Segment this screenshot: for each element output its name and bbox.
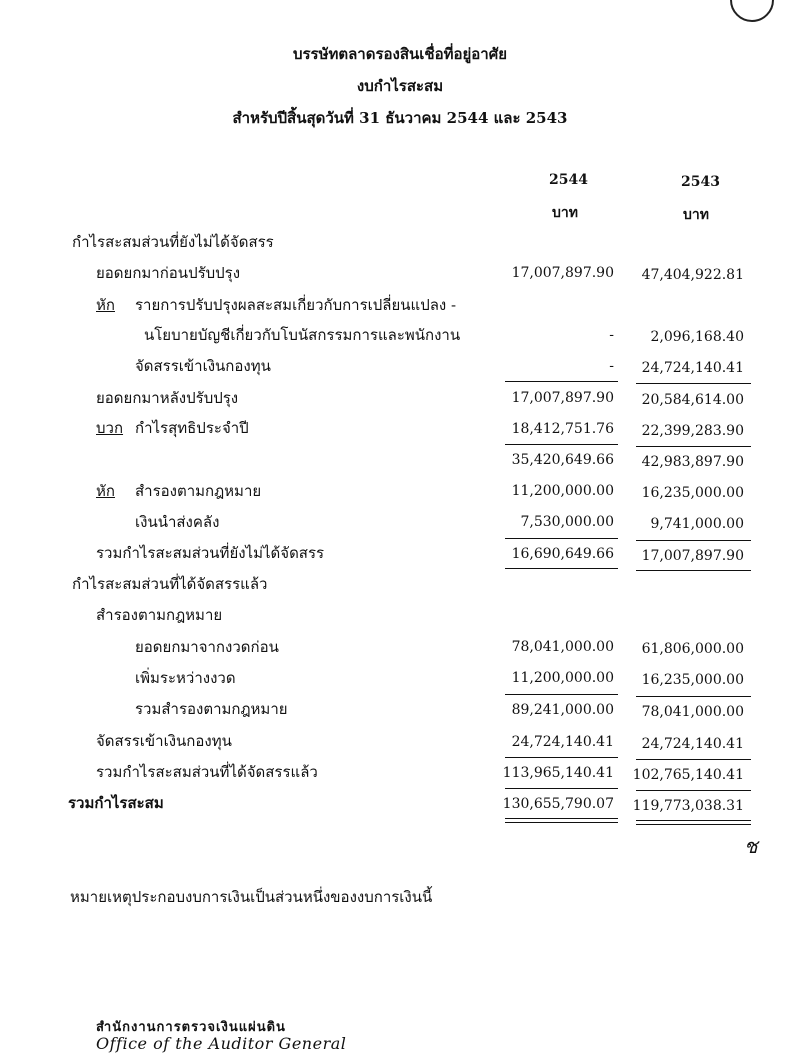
adjusted-label: ยอดยกมาหลังปรับปรุง xyxy=(96,389,239,407)
appropriated-heading: กำไรสะสมส่วนที่ได้จัดสรรแล้ว xyxy=(72,575,268,593)
total-rule-2543 xyxy=(636,790,751,791)
double-rule-top-2543 xyxy=(636,820,751,821)
add-label: บวก xyxy=(96,419,124,437)
fund-allocation-label: จัดสรรเข้าเงินกองทุน xyxy=(135,357,271,375)
appropriated-total-2543: 102,765,140.41 xyxy=(632,767,744,783)
subtotal-rule-2543 xyxy=(636,383,751,384)
double-rule-bottom-2543 xyxy=(636,824,751,825)
subtotal-2543: 42,983,897.90 xyxy=(641,454,744,470)
appropriated-fund-2543: 24,724,140.41 xyxy=(641,736,744,752)
unappropriated-total-label: รวมกำไรสะสมส่วนที่ยังไม่ได้จัดสรร xyxy=(96,544,325,562)
remittance-2544: 7,530,000.00 xyxy=(520,514,614,530)
beginning-2543: 47,404,922.81 xyxy=(641,267,744,283)
grand-total-2544: 130,655,790.07 xyxy=(502,796,614,812)
double-rule-top-2544 xyxy=(505,818,618,819)
subtotal-rule-2544 xyxy=(505,538,618,539)
statement-title: งบกำไรสะสม xyxy=(356,77,444,95)
appropriated-total-2544: 113,965,140.41 xyxy=(502,765,614,781)
remittance-2543: 9,741,000.00 xyxy=(650,516,744,532)
unappropriated-total-2543: 17,007,897.90 xyxy=(641,548,744,564)
subtotal-rule-2543 xyxy=(636,446,751,447)
subtotal-2544: 35,420,649.66 xyxy=(511,452,614,468)
adjustment-2543: 2,096,168.40 xyxy=(650,329,744,345)
column-header-2543: 2543 xyxy=(681,174,720,190)
less-label-2: หัก xyxy=(96,482,115,500)
appropriated-fund-2544: 24,724,140.41 xyxy=(511,734,614,750)
subtotal-rule-2544 xyxy=(505,694,618,695)
net-profit-label: กำไรสุทธิประจำปี xyxy=(135,419,249,437)
net-profit-2543: 22,399,283.90 xyxy=(641,423,744,439)
brought-forward-label: ยอดยกมาจากงวดก่อน xyxy=(135,638,279,656)
appropriated-total-label: รวมกำไรสะสมส่วนที่ได้จัดสรรแล้ว xyxy=(96,763,318,781)
brought-forward-2544: 78,041,000.00 xyxy=(511,639,614,655)
unit-label-2544: บาท xyxy=(552,205,578,221)
beginning-label: ยอดยกมาก่อนปรับปรุง xyxy=(96,264,241,282)
adjusted-2543: 20,584,614.00 xyxy=(641,392,744,408)
increase-label: เพิ่มระหว่างงวด xyxy=(135,669,236,687)
adjusted-2544: 17,007,897.90 xyxy=(511,390,614,406)
legal-reserve-2544: 11,200,000.00 xyxy=(511,483,614,499)
subtotal-rule-2544 xyxy=(505,757,618,758)
subtotal-rule-2543 xyxy=(636,759,751,760)
total-rule-2543 xyxy=(636,570,751,571)
office-name-thai: สำนักงานการตรวจเงินแผ่นดิน xyxy=(96,1020,286,1035)
increase-2544: 11,200,000.00 xyxy=(511,670,614,686)
fund-allocation-2543: 24,724,140.41 xyxy=(641,360,744,376)
appropriated-fund-label: จัดสรรเข้าเงินกองทุน xyxy=(96,732,232,750)
legal-reserve-label: สำรองตามกฎหมาย xyxy=(135,482,262,500)
unappropriated-heading: กำไรสะสมส่วนที่ยังไม่ได้จัดสรร xyxy=(72,233,274,251)
subtotal-rule-2544 xyxy=(505,444,618,445)
adjustment-2544: - xyxy=(609,327,614,343)
statement-period: สำหรับปีสิ้นสุดวันที่ 31 ธันวาคม 2544 และ 2543 xyxy=(232,109,568,127)
legal-total-2544: 89,241,000.00 xyxy=(511,702,614,718)
legal-total-label: รวมสำรองตามกฎหมาย xyxy=(135,700,288,718)
less-label: หัก xyxy=(96,296,115,314)
legal-reserve-heading: สำรองตามกฎหมาย xyxy=(96,606,223,624)
company-name: บรรษัทตลาดรองสินเชื่อที่อยู่อาศัย xyxy=(292,45,508,63)
unit-label-2543: บาท xyxy=(683,207,709,223)
subtotal-rule-2543 xyxy=(636,540,751,541)
office-name-english: Office of the Auditor General xyxy=(96,1034,347,1053)
fund-allocation-2544: - xyxy=(609,358,614,374)
adjustment-line-2: นโยบายบัญชีเกี่ยวกับโบนัสกรรมการและพนักงาน xyxy=(144,326,461,344)
financial-statement-note: หมายเหตุประกอบงบการเงินเป็นส่วนหนึ่งของงบการเงินนี้ xyxy=(70,888,433,906)
brought-forward-2543: 61,806,000.00 xyxy=(641,641,744,657)
unappropriated-total-2544: 16,690,649.66 xyxy=(511,546,614,562)
increase-2543: 16,235,000.00 xyxy=(641,672,744,688)
initials-mark: ช xyxy=(744,834,758,858)
legal-total-2543: 78,041,000.00 xyxy=(641,704,744,720)
double-rule-bottom-2544 xyxy=(505,822,618,823)
beginning-2544: 17,007,897.90 xyxy=(511,265,614,281)
subtotal-rule-2544 xyxy=(505,381,618,382)
emblem-seal xyxy=(730,0,774,22)
net-profit-2544: 18,412,751.76 xyxy=(511,421,614,437)
total-rule-2544 xyxy=(505,568,618,569)
grand-total-2543: 119,773,038.31 xyxy=(632,798,744,814)
grand-total-label: รวมกำไรสะสม xyxy=(68,794,164,812)
adjustment-line-1: รายการปรับปรุงผลสะสมเกี่ยวกับการเปลี่ยนแปลง - xyxy=(135,296,457,314)
legal-reserve-2543: 16,235,000.00 xyxy=(641,485,744,501)
column-header-2544: 2544 xyxy=(549,172,588,188)
subtotal-rule-2543 xyxy=(636,696,751,697)
remittance-label: เงินนำส่งคลัง xyxy=(135,513,220,531)
total-rule-2544 xyxy=(505,788,618,789)
